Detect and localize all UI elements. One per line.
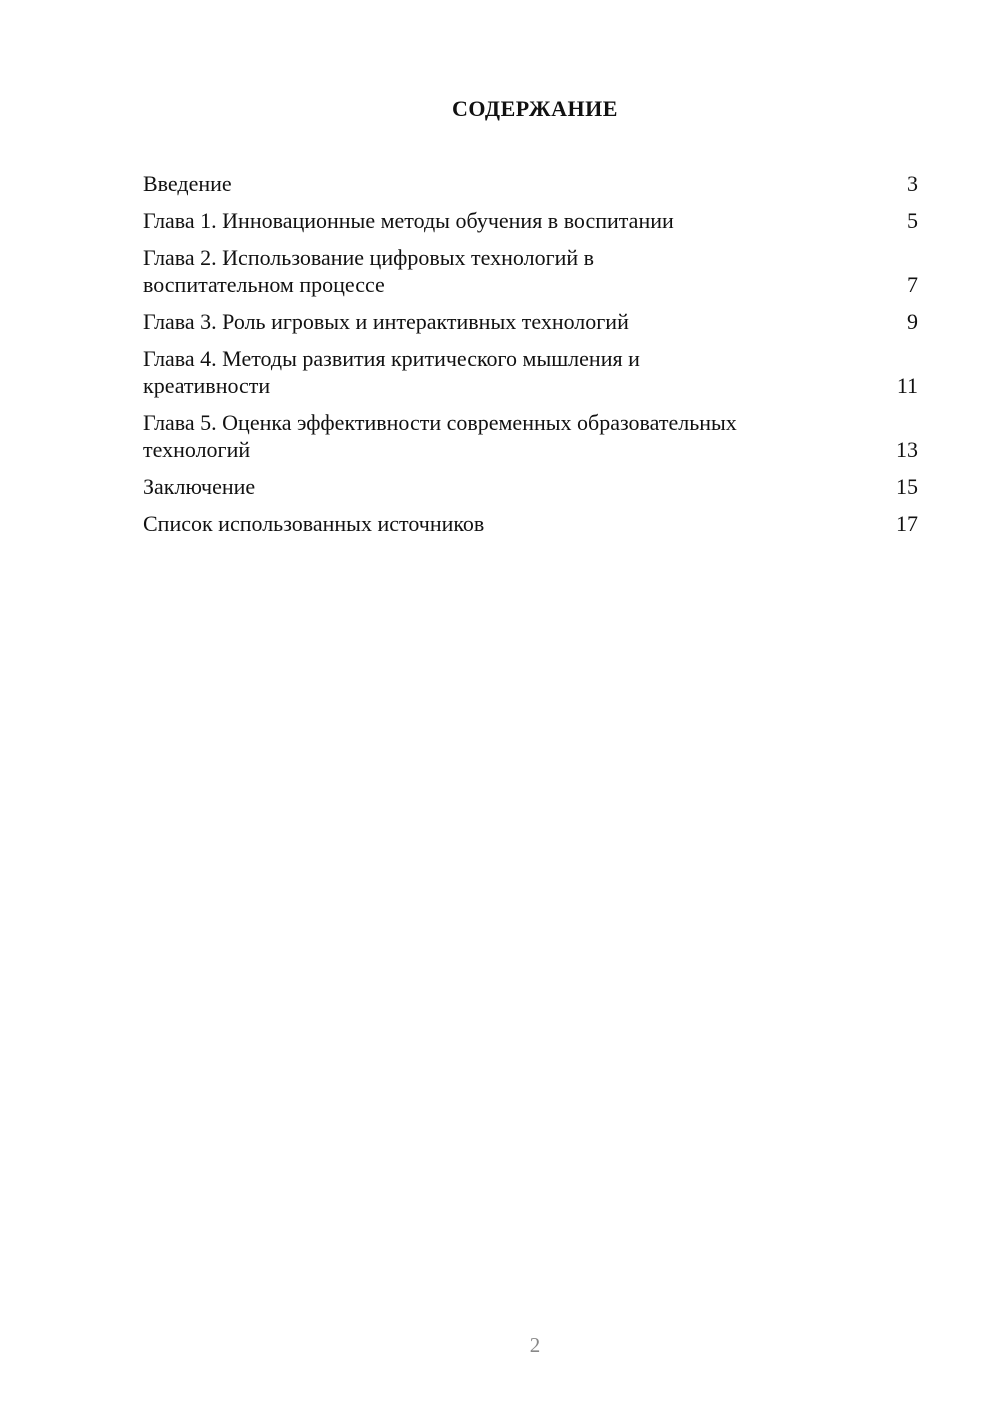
toc-entry-title: Глава 3. Роль игровых и интерактивных технологий	[143, 309, 629, 334]
toc-entry-page: 13	[896, 437, 918, 462]
toc-entry-page: 17	[896, 511, 918, 536]
toc-entry-title: Глава 5. Оценка эффективности современных образовательных технологий	[143, 410, 737, 462]
toc-entry-title: Список использованных источников	[143, 511, 485, 536]
toc-entry-conclusion	[143, 473, 918, 500]
toc-entry-chapter-5	[143, 409, 918, 463]
toc-entry-page: 15	[896, 474, 918, 499]
toc-entry-title: Введение	[143, 171, 232, 196]
toc-entry-title: Заключение	[143, 474, 256, 499]
toc-entry-title: Глава 1. Инновационные методы обучения в воспитании	[143, 208, 674, 233]
toc-entry-page: 5	[907, 208, 918, 233]
page-title: СОДЕРЖАНИЕ	[452, 96, 618, 121]
toc-entry-title: Глава 2. Использование цифровых технологий в воспитательном процессе	[143, 245, 595, 297]
toc-entry-page: 9	[907, 309, 918, 334]
toc-entry-page: 11	[896, 373, 918, 398]
table-of-contents	[143, 170, 918, 547]
toc-entry-references	[143, 510, 918, 537]
toc-entry-chapter-4	[143, 345, 918, 399]
toc-entry-title: Глава 4. Методы развития критического мышления и креативности	[143, 346, 640, 398]
toc-entry-introduction	[143, 170, 918, 197]
toc-entry-chapter-3	[143, 308, 918, 335]
page-number: 2	[529, 1333, 541, 1357]
toc-entry-page: 3	[907, 171, 918, 196]
toc-entry-chapter-1	[143, 207, 918, 234]
toc-entry-page: 7	[907, 272, 918, 297]
toc-entry-chapter-2	[143, 244, 918, 298]
